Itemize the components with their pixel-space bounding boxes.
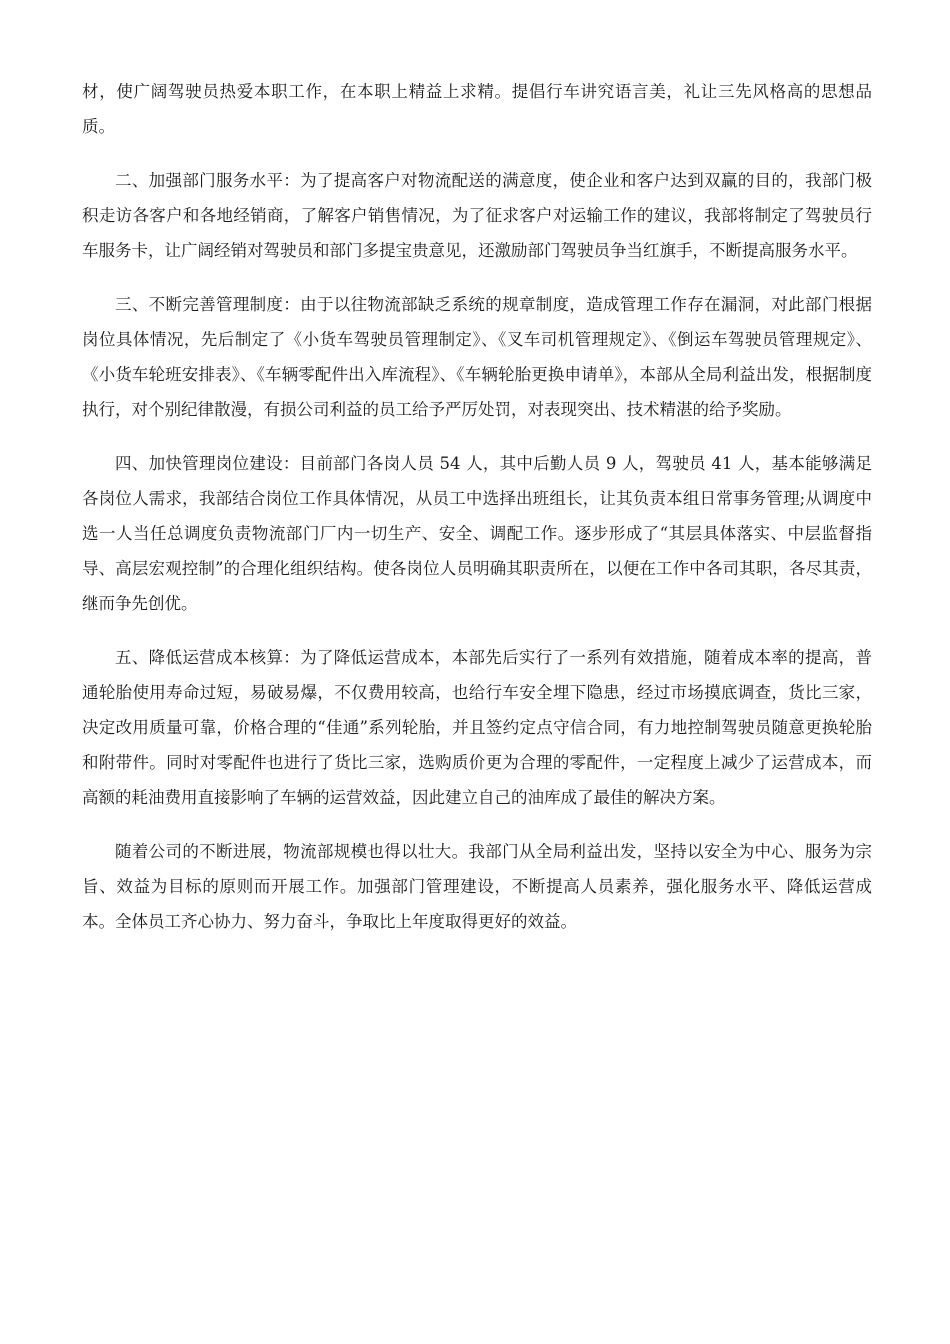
document-page (82, 74, 872, 958)
paragraph-service-level: 二、加强部门服务水平：为了提高客户对物流配送的满意度，使企业和客户达到双赢的目的，我部门极积走访各客户和各地经销商，了解客户销售情况，为了征求客户对运输工作的建议，我部将制定了驾驶员行车服务卡，让广阔经销对驾驶员和部门多提宝贵意见，还激励部门驾驶员争当红旗手，不断提高服务水平。 (82, 171, 872, 260)
paragraph-management-system: 三、不断完善管理制度：由于以往物流部缺乏系统的规章制度，造成管理工作存在漏洞，对此部门根据岗位具体情况，先后制定了《小货车驾驶员管理制定》、《叉车司机管理规定》、《倒运车驾驶员管理规定》、《小货车轮班安排表》、《车辆零配件出入库流程》、《车辆轮胎更换申请单》，本部从全局利益出发，根据制度执行，对个别纪律散漫，有损公司利益的员工给予严厉处罚，对表现突出、技术精湛的给予奖励。 (82, 295, 872, 419)
paragraph-conclusion: 随着公司的不断进展，物流部规模也得以壮大。我部门从全局利益出发，坚持以安全为中心、服务为宗旨、效益为目标的原则而开展工作。加强部门管理建设，不断提高人员素养，强化服务水平、降低运营成本。全体员工齐心协力、努力奋斗，争取比上年度取得更好的效益。 (82, 842, 872, 931)
paragraph-continuation: 材，使广阔驾驶员热爱本职工作，在本职上精益上求精。提倡行车讲究语言美，礼让三先风格高的思想品质。 (82, 82, 872, 136)
paragraph-post-construction: 四、加快管理岗位建设：目前部门各岗人员 54 人，其中后勤人员 9 人，驾驶员 41 人，基本能够满足各岗位人需求，我部结合岗位工作具体情况，从员工中选择出班组长，让其负责本组日常事务管理;从调度中选一人当任总调度负责物流部门厂内一切生产、安全、调配工作。逐步形成了“其层具体落实、中层监督指导、高层宏观控制”的合理化组织结构。使各岗位人员明确其职责所在，以便在工作中各司其职，各尽其责，继而争先创优。 (82, 454, 872, 613)
paragraph-cost-reduction: 五、降低运营成本核算：为了降低运营成本，本部先后实行了一系列有效措施，随着成本率的提高，普通轮胎使用寿命过短，易破易爆，不仅费用较高，也给行车安全埋下隐患，经过市场摸底调查，货比三家，决定改用质量可靠，价格合理的“佳通”系列轮胎，并且签约定点守信合同，有力地控制驾驶员随意更换轮胎和附带件。同时对零配件也进行了货比三家，选购质价更为合理的零配件，一定程度上减少了运营成本，而高额的耗油费用直接影响了车辆的运营效益，因此建立自己的油库成了最佳的解决方案。 (82, 648, 872, 807)
